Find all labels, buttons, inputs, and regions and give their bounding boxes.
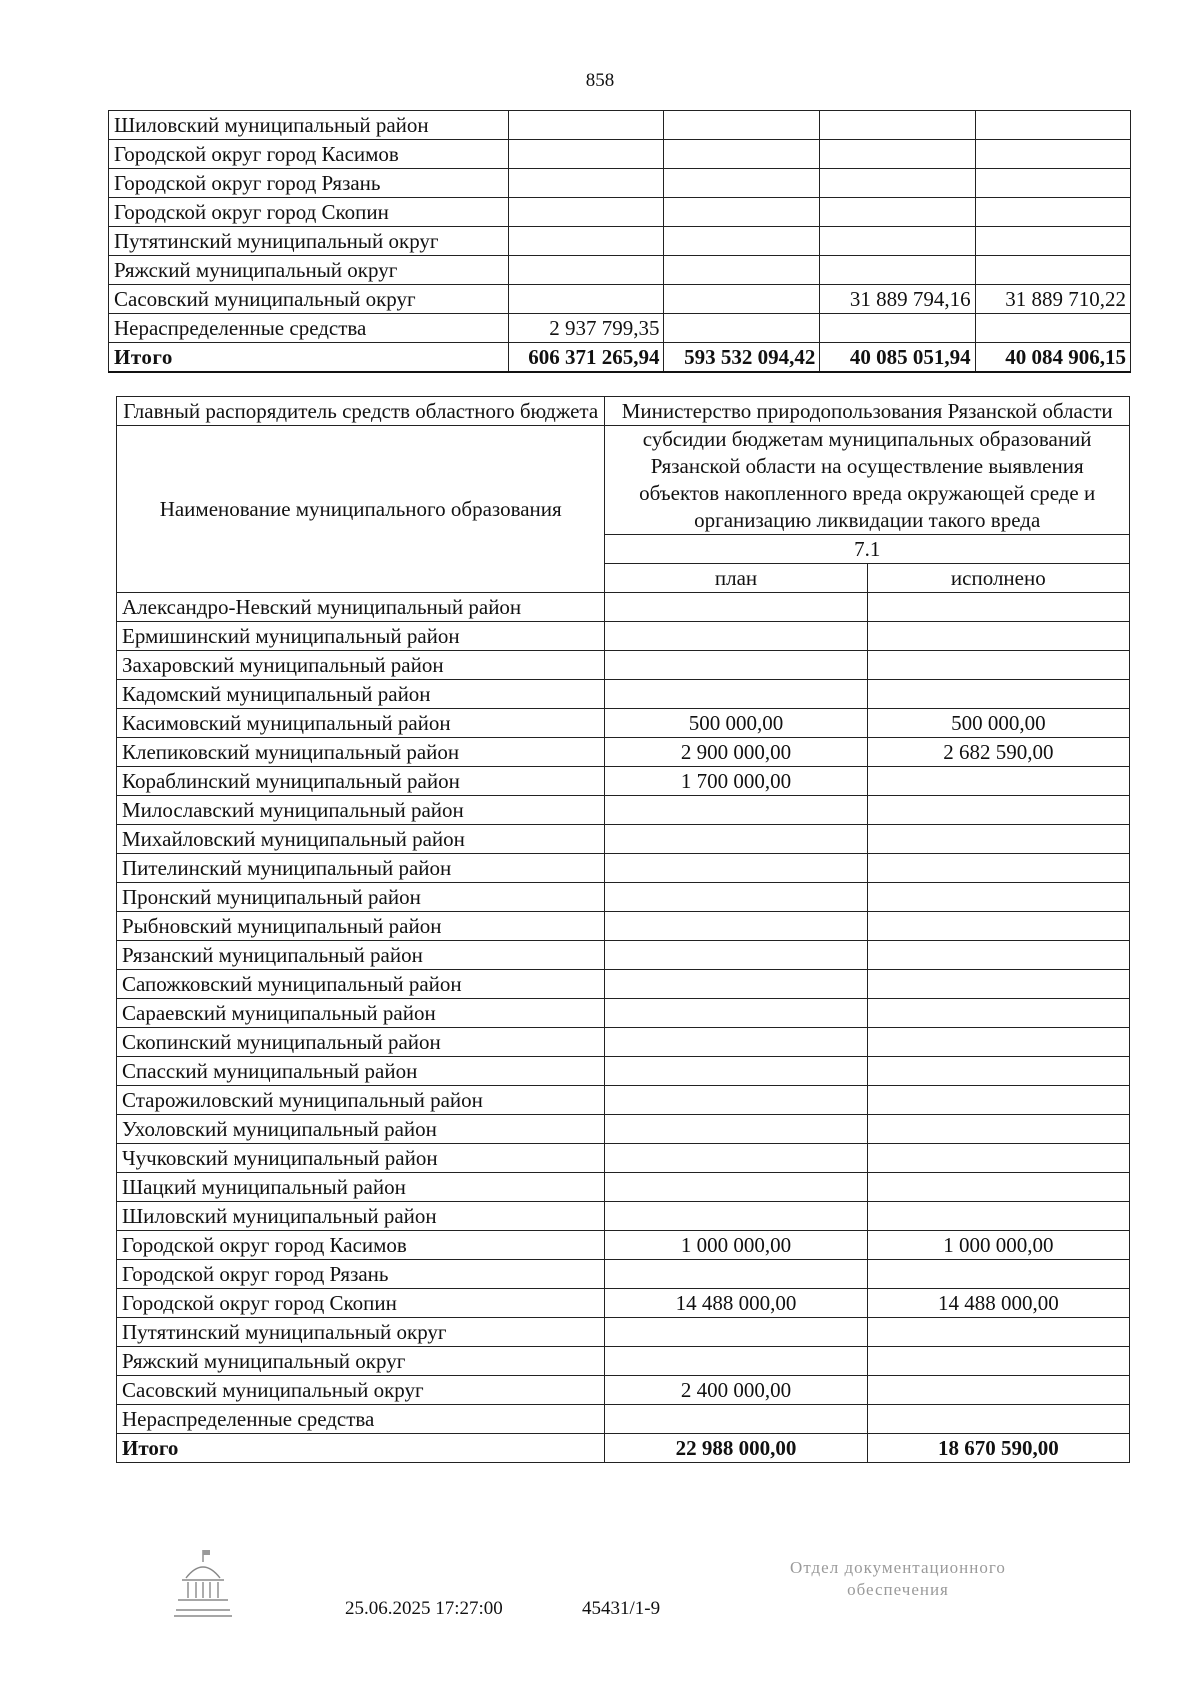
- row-name-cell: Городской округ город Рязань: [117, 1260, 605, 1289]
- table-row: [117, 1405, 1130, 1434]
- row-name-cell: Сараевский муниципальный район: [117, 999, 605, 1028]
- value-cell: [508, 285, 664, 314]
- table-row: [117, 1115, 1130, 1144]
- value-cell: [664, 169, 820, 198]
- table-row: [117, 1086, 1130, 1115]
- row-name-cell: Городской округ город Скопин: [117, 1289, 605, 1318]
- plan-cell: [605, 651, 867, 680]
- plan-cell: 1 000 000,00: [605, 1231, 867, 1260]
- value-cell: 40 084 906,15: [975, 343, 1130, 373]
- table-row: [117, 1260, 1130, 1289]
- value-cell: [664, 140, 820, 169]
- value-cell: [820, 198, 975, 227]
- value-cell: [975, 169, 1130, 198]
- table-row: [109, 169, 1131, 198]
- header-distributor-label: Главный распорядитель средств областного бюджета: [117, 397, 605, 426]
- value-cell: [975, 111, 1130, 140]
- plan-cell: [605, 1260, 867, 1289]
- plan-cell: 500 000,00: [605, 709, 867, 738]
- done-cell: 2 682 590,00: [867, 738, 1129, 767]
- done-cell: 14 488 000,00: [867, 1289, 1129, 1318]
- row-name-cell: Милославский муниципальный район: [117, 796, 605, 825]
- done-cell: [867, 941, 1129, 970]
- done-cell: [867, 651, 1129, 680]
- stamp-line-2: обеспечения: [847, 1580, 949, 1599]
- done-cell: [867, 1173, 1129, 1202]
- row-name-cell: Городской округ город Касимов: [117, 1231, 605, 1260]
- value-cell: 40 085 051,94: [820, 343, 975, 373]
- done-cell: [867, 796, 1129, 825]
- table-row: [109, 140, 1131, 169]
- plan-cell: [605, 1144, 867, 1173]
- done-cell: [867, 1405, 1129, 1434]
- done-cell: [867, 1260, 1129, 1289]
- row-name-cell: Ряжский муниципальный округ: [117, 1347, 605, 1376]
- subsidy-table: [116, 396, 1130, 1463]
- done-cell: [867, 1376, 1129, 1405]
- done-cell: 500 000,00: [867, 709, 1129, 738]
- table-row: [117, 709, 1130, 738]
- table-row: [117, 593, 1130, 622]
- plan-cell: [605, 970, 867, 999]
- done-cell: [867, 1202, 1129, 1231]
- table-row: [117, 854, 1130, 883]
- header-subsidy-title: субсидии бюджетам муниципальных образований Рязанской области на осуществление выявления объектов накопленного вреда окружающей среде и организацию ликвидации такого вреда: [605, 426, 1130, 535]
- plan-cell: [605, 912, 867, 941]
- header-done: исполнено: [867, 564, 1129, 593]
- table-row: [117, 941, 1130, 970]
- value-cell: [508, 140, 664, 169]
- row-name-cell: Сасовский муниципальный округ: [117, 1376, 605, 1405]
- done-cell: [867, 1057, 1129, 1086]
- value-cell: [820, 227, 975, 256]
- done-cell: 1 000 000,00: [867, 1231, 1129, 1260]
- plan-cell: 22 988 000,00: [605, 1434, 867, 1463]
- row-name-cell: Нераспределенные средства: [117, 1405, 605, 1434]
- table-row: [109, 256, 1131, 285]
- done-cell: [867, 680, 1129, 709]
- row-name-cell: Пителинский муниципальный район: [117, 854, 605, 883]
- row-name-cell: Чучковский муниципальный район: [117, 1144, 605, 1173]
- row-name-cell: Шацкий муниципальный район: [117, 1173, 605, 1202]
- value-cell: 31 889 710,22: [975, 285, 1130, 314]
- table-row: [117, 651, 1130, 680]
- plan-cell: [605, 593, 867, 622]
- table-row: [117, 680, 1130, 709]
- value-cell: [664, 227, 820, 256]
- value-cell: [975, 227, 1130, 256]
- done-cell: [867, 883, 1129, 912]
- plan-cell: [605, 1173, 867, 1202]
- value-cell: [664, 256, 820, 285]
- header-code: 7.1: [605, 535, 1130, 564]
- done-cell: [867, 1347, 1129, 1376]
- table-row: [117, 622, 1130, 651]
- row-name-cell: Городской округ город Рязань: [109, 169, 509, 198]
- value-cell: [664, 111, 820, 140]
- row-name-cell: Нераспределенные средства: [109, 314, 509, 343]
- row-name-cell: Кадомский муниципальный район: [117, 680, 605, 709]
- done-cell: [867, 593, 1129, 622]
- row-name-cell: Александро-Невский муниципальный район: [117, 593, 605, 622]
- done-cell: [867, 1028, 1129, 1057]
- row-name-cell: Путятинский муниципальный округ: [117, 1318, 605, 1347]
- value-cell: [508, 111, 664, 140]
- stamp-line-1: Отдел документационного: [790, 1558, 1006, 1577]
- plan-cell: [605, 1115, 867, 1144]
- row-name-cell: Ермишинский муниципальный район: [117, 622, 605, 651]
- value-cell: [508, 169, 664, 198]
- row-name-cell: Городской округ город Скопин: [109, 198, 509, 227]
- row-name-cell: Ухоловский муниципальный район: [117, 1115, 605, 1144]
- total-row: [117, 1434, 1130, 1463]
- row-name-cell: Ряжский муниципальный округ: [109, 256, 509, 285]
- done-cell: [867, 999, 1129, 1028]
- value-cell: [820, 140, 975, 169]
- row-name-cell: Михайловский муниципальный район: [117, 825, 605, 854]
- plan-cell: [605, 825, 867, 854]
- plan-cell: 2 900 000,00: [605, 738, 867, 767]
- done-cell: [867, 825, 1129, 854]
- value-cell: 606 371 265,94: [508, 343, 664, 373]
- table-row: [117, 1376, 1130, 1405]
- row-name-cell: Шиловский муниципальный район: [117, 1202, 605, 1231]
- table-row: [109, 314, 1131, 343]
- table-row: [117, 1057, 1130, 1086]
- footer-datetime: 25.06.2025 17:27:00: [345, 1598, 503, 1619]
- done-cell: [867, 970, 1129, 999]
- done-cell: [867, 767, 1129, 796]
- header-plan: план: [605, 564, 867, 593]
- row-name-cell: Захаровский муниципальный район: [117, 651, 605, 680]
- plan-cell: [605, 1405, 867, 1434]
- table-row: [109, 227, 1131, 256]
- plan-cell: [605, 1318, 867, 1347]
- table-row: [109, 198, 1131, 227]
- value-cell: 31 889 794,16: [820, 285, 975, 314]
- row-name-cell: Спасский муниципальный район: [117, 1057, 605, 1086]
- row-name-cell: Рязанский муниципальный район: [117, 941, 605, 970]
- value-cell: [975, 198, 1130, 227]
- table-row: [117, 883, 1130, 912]
- header-row-subsidy: [117, 426, 1130, 535]
- table-row: [117, 912, 1130, 941]
- value-cell: [975, 140, 1130, 169]
- value-cell: [508, 256, 664, 285]
- value-cell: [975, 314, 1130, 343]
- value-cell: [508, 227, 664, 256]
- plan-cell: [605, 680, 867, 709]
- row-name-cell: Клепиковский муниципальный район: [117, 738, 605, 767]
- table-row: [117, 796, 1130, 825]
- plan-cell: [605, 796, 867, 825]
- row-name-cell: Касимовский муниципальный район: [117, 709, 605, 738]
- plan-cell: 2 400 000,00: [605, 1376, 867, 1405]
- top-table-continuation: [108, 110, 1131, 373]
- value-cell: [664, 314, 820, 343]
- plan-cell: [605, 622, 867, 651]
- table-row: [117, 1318, 1130, 1347]
- plan-cell: [605, 883, 867, 912]
- footer-doc-code: 45431/1-9: [582, 1598, 661, 1619]
- table-row: [117, 1347, 1130, 1376]
- done-cell: [867, 1115, 1129, 1144]
- table-row: [109, 111, 1131, 140]
- row-name-cell: Шиловский муниципальный район: [109, 111, 509, 140]
- plan-cell: [605, 1347, 867, 1376]
- table-row: [117, 767, 1130, 796]
- value-cell: [664, 285, 820, 314]
- row-name-cell: Пронский муниципальный район: [117, 883, 605, 912]
- done-cell: [867, 622, 1129, 651]
- header-row-distributor: [117, 397, 1130, 426]
- row-name-cell: Старожиловский муниципальный район: [117, 1086, 605, 1115]
- plan-cell: 1 700 000,00: [605, 767, 867, 796]
- table-row: [117, 1231, 1130, 1260]
- row-name-cell: Кораблинский муниципальный район: [117, 767, 605, 796]
- duma-building-logo-icon: [172, 1548, 234, 1620]
- header-name-label: Наименование муниципального образования: [117, 426, 605, 593]
- row-name-cell: Итого: [117, 1434, 605, 1463]
- value-cell: 2 937 799,35: [508, 314, 664, 343]
- total-row: [109, 343, 1131, 373]
- row-name-cell: Итого: [109, 343, 509, 373]
- table-row: [117, 1028, 1130, 1057]
- plan-cell: [605, 1202, 867, 1231]
- done-cell: [867, 1318, 1129, 1347]
- row-name-cell: Рыбновский муниципальный район: [117, 912, 605, 941]
- table-row: [117, 1202, 1130, 1231]
- table-row: [117, 1289, 1130, 1318]
- plan-cell: 14 488 000,00: [605, 1289, 867, 1318]
- table-row: [117, 970, 1130, 999]
- done-cell: 18 670 590,00: [867, 1434, 1129, 1463]
- row-name-cell: Сапожковский муниципальный район: [117, 970, 605, 999]
- done-cell: [867, 854, 1129, 883]
- value-cell: 593 532 094,42: [664, 343, 820, 373]
- table-row: [117, 1173, 1130, 1202]
- table-row: [117, 825, 1130, 854]
- done-cell: [867, 1144, 1129, 1173]
- value-cell: [820, 256, 975, 285]
- value-cell: [820, 314, 975, 343]
- row-name-cell: Скопинский муниципальный район: [117, 1028, 605, 1057]
- page-number: 858: [585, 70, 615, 91]
- plan-cell: [605, 999, 867, 1028]
- done-cell: [867, 1086, 1129, 1115]
- table-row: [109, 285, 1131, 314]
- value-cell: [975, 256, 1130, 285]
- header-distributor-value: Министерство природопользования Рязанской области: [605, 397, 1130, 426]
- plan-cell: [605, 1086, 867, 1115]
- row-name-cell: Путятинский муниципальный округ: [109, 227, 509, 256]
- table-row: [117, 738, 1130, 767]
- value-cell: [820, 111, 975, 140]
- plan-cell: [605, 854, 867, 883]
- department-stamp: [758, 1557, 1038, 1601]
- value-cell: [820, 169, 975, 198]
- plan-cell: [605, 1057, 867, 1086]
- table-row: [117, 999, 1130, 1028]
- value-cell: [508, 198, 664, 227]
- plan-cell: [605, 1028, 867, 1057]
- plan-cell: [605, 941, 867, 970]
- table-row: [117, 1144, 1130, 1173]
- done-cell: [867, 912, 1129, 941]
- row-name-cell: Сасовский муниципальный округ: [109, 285, 509, 314]
- row-name-cell: Городской округ город Касимов: [109, 140, 509, 169]
- value-cell: [664, 198, 820, 227]
